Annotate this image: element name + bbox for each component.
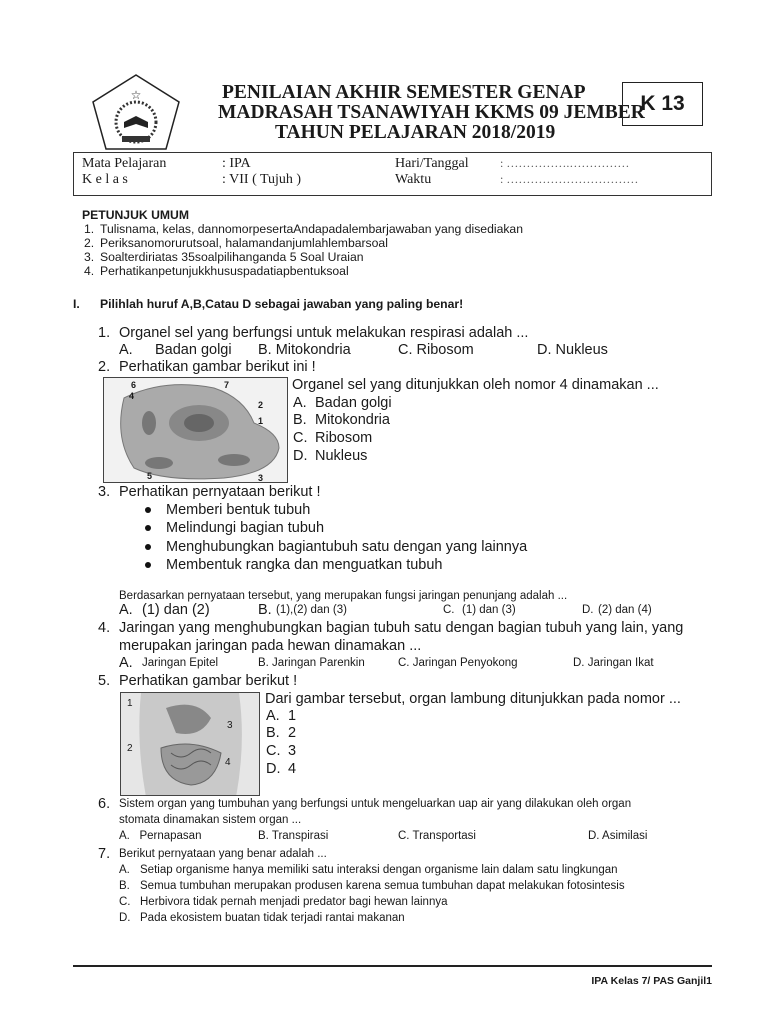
organ-label: 4	[225, 757, 231, 768]
q1-option-c: C. Ribosom	[398, 342, 474, 358]
q6-option-b: B. Transpirasi	[258, 830, 329, 842]
q4-text: Jaringan yang menghubungkan bagian tubuh satu dengan bagian tubuh yang lain, yang	[119, 620, 684, 636]
q7-letter-c: C.	[119, 896, 131, 908]
q6-option-c: C. Transportasi	[398, 830, 476, 842]
q3-option-c: (1) dan (3)	[462, 604, 516, 616]
q2-text: Perhatikan gambar berikut ini !	[119, 359, 316, 375]
q5-letter-a: A.	[266, 708, 280, 724]
q5-option-a: 1	[288, 708, 297, 724]
q1-option-a: Badan golgi	[155, 342, 232, 358]
q7-letter-b: B.	[119, 880, 130, 892]
bullet-icon	[145, 544, 151, 550]
organ-label: 3	[227, 720, 233, 731]
q2-option-a: Badan golgi	[315, 395, 392, 411]
q4-number: 4.	[98, 620, 111, 636]
time-value: : ……………………………	[500, 172, 639, 186]
bullet-icon	[145, 562, 151, 568]
instruction-item: Perhatikanpetunjukkhususpadatiapbentuksoal	[100, 264, 349, 278]
q5-prompt: Dari gambar tersebut, organ lambung ditunjukkan pada nomor ...	[265, 691, 681, 707]
q3-bullet: Menghubungkan bagiantubuh satu dengan yang lainnya	[166, 539, 528, 555]
section-title: Pilihlah huruf A,B,Catau D sebagai jawaban yang paling benar!	[100, 297, 464, 311]
footer-text: IPA Kelas 7/ PAS Ganjil1	[591, 975, 712, 987]
q3-option-a: (1) dan (2)	[142, 602, 210, 618]
bullet-icon	[145, 525, 151, 531]
subject-label: Mata Pelajaran	[82, 156, 167, 171]
instr-num: 4.	[84, 264, 95, 278]
q1-text: Organel sel yang berfungsi untuk melakukan respirasi adalah ...	[119, 325, 529, 341]
q2-letter-b: B.	[293, 412, 307, 428]
class-value: : VII ( Tujuh )	[222, 172, 302, 187]
q7-option-a: Setiap organisme hanya memiliki satu interaksi dengan organisme lain dalam satu lingkungan	[140, 864, 618, 876]
q4-option-b: B. Jaringan Parenkin	[258, 657, 365, 669]
q6-option-a: A. Pernapasan	[119, 830, 202, 842]
cell-label: 3	[258, 473, 264, 483]
cell-label: 5	[147, 471, 153, 481]
q2-letter-d: D.	[293, 448, 308, 464]
q4-option-c: C. Jaringan Penyokong	[398, 657, 518, 669]
cell-label: 6	[131, 380, 137, 390]
q6-option-d: D. Asimilasi	[588, 830, 648, 842]
q3-letter-c: C.	[443, 604, 455, 616]
cell-label: 7	[224, 380, 230, 390]
q1-option-d: D. Nukleus	[537, 342, 608, 358]
q4-text-2: merupakan jaringan pada hewan dinamakan ...	[119, 638, 422, 654]
q2-letter-c: C.	[293, 430, 308, 446]
date-label: Hari/Tanggal	[395, 156, 469, 171]
q3-bullet: Melindungi bagian tubuh	[166, 520, 325, 536]
digestive-system-image	[120, 692, 260, 796]
q7-text: Berikut pernyataan yang benar adalah ...	[119, 848, 327, 860]
svg-text:☆: ☆	[130, 88, 142, 102]
cell-label: 2	[258, 400, 264, 410]
q3-letter-d: D.	[582, 604, 594, 616]
q2-letter-a: A.	[293, 395, 307, 411]
q7-option-d: Pada ekosistem buatan tidak terjadi rantai makanan	[140, 912, 405, 924]
cell-label: 4	[129, 391, 135, 401]
q3-option-b: (1),(2) dan (3)	[276, 604, 347, 616]
subject-value: : IPA	[222, 156, 251, 171]
q6-text-2: stomata dinamakan sistem organ ...	[119, 814, 302, 826]
q3-number: 3.	[98, 484, 111, 500]
title-line-1: PENILAIAN AKHIR SEMESTER GENAP	[222, 82, 586, 103]
q7-option-b: Semua tumbuhan merupakan produsen karena semua tumbuhan dapat melakukan fotosintesis	[140, 880, 625, 892]
cell-label: 1	[258, 416, 264, 426]
q3-bullet: Memberi bentuk tubuh	[166, 502, 311, 518]
q3-option-d: (2) dan (4)	[598, 604, 652, 616]
info-box	[73, 152, 712, 196]
q5-number: 5.	[98, 673, 111, 689]
q2-option-b: Mitokondria	[315, 412, 390, 428]
q5-text: Perhatikan gambar berikut !	[119, 673, 298, 689]
bullet-icon	[145, 507, 151, 513]
school-logo	[90, 72, 182, 152]
q2-prompt: Organel sel yang ditunjukkan oleh nomor 4 dinamakan ...	[292, 377, 659, 393]
q4-letter-a: A.	[119, 655, 133, 671]
footer-divider	[73, 965, 712, 967]
q4-option-a: Jaringan Epitel	[142, 657, 219, 669]
title-line-2: MADRASAH TSANAWIYAH KKMS 09 JEMBER	[218, 102, 645, 123]
q5-option-d: 4	[288, 761, 297, 777]
q7-letter-a: A.	[119, 864, 130, 876]
q3-text: Perhatikan pernyataan berikut !	[119, 484, 321, 500]
time-label: Waktu	[395, 172, 432, 187]
instructions-title: PETUNJUK UMUM	[82, 208, 189, 222]
q1-option-b: B. Mitokondria	[258, 342, 351, 358]
instr-num: 1.	[84, 222, 95, 236]
q1-letter-a: A.	[119, 342, 133, 358]
q3-prompt: Berdasarkan pernyataan tersebut, yang merupakan fungsi jaringan penunjang adalah ...	[119, 590, 568, 602]
q2-option-c: Ribosom	[315, 430, 373, 446]
q3-letter-a: A.	[119, 602, 133, 618]
instruction-item: Periksanomorurutsoal, halamandanjumlahlembarsoal	[100, 236, 388, 250]
q5-letter-d: D.	[266, 761, 281, 777]
cell-diagram-image	[103, 377, 288, 483]
instr-num: 3.	[84, 250, 95, 264]
q2-option-d: Nukleus	[315, 448, 368, 464]
class-label: K e l a s	[82, 172, 128, 187]
q5-letter-c: C.	[266, 743, 281, 759]
q2-number: 2.	[98, 359, 111, 375]
q7-number: 7.	[98, 846, 111, 862]
title-line-3: TAHUN PELAJARAN 2018/2019	[275, 122, 556, 143]
q5-option-b: 2	[288, 725, 297, 741]
organ-label: 1	[127, 698, 133, 709]
q6-number: 6.	[98, 796, 111, 812]
q6-text: Sistem organ yang tumbuhan yang berfungsi untuk mengeluarkan uap air yang dilakukan oleh organ	[119, 798, 632, 810]
q3-letter-b: B.	[258, 602, 272, 618]
instruction-item: Soalterdiriatas 35soalpilihanganda 5 Soal Uraian	[100, 250, 364, 264]
q1-number: 1.	[98, 325, 111, 341]
section-number: I.	[73, 297, 80, 311]
q4-option-d: D. Jaringan Ikat	[573, 657, 654, 669]
q5-letter-b: B.	[266, 725, 280, 741]
instruction-item: Tulisnama, kelas, dannomorpesertaAndapadalembarjawaban yang disediakan	[100, 222, 523, 236]
q3-bullet: Membentuk rangka dan menguatkan tubuh	[166, 557, 443, 573]
q7-letter-d: D.	[119, 912, 131, 924]
curriculum-badge: K 13	[622, 82, 703, 126]
date-value: : …………….……………	[500, 156, 630, 170]
organ-label: 2	[127, 743, 133, 754]
q5-option-c: 3	[288, 743, 297, 759]
q7-option-c: Herbivora tidak pernah menjadi predator bagi hewan lainnya	[140, 896, 448, 908]
instr-num: 2.	[84, 236, 95, 250]
